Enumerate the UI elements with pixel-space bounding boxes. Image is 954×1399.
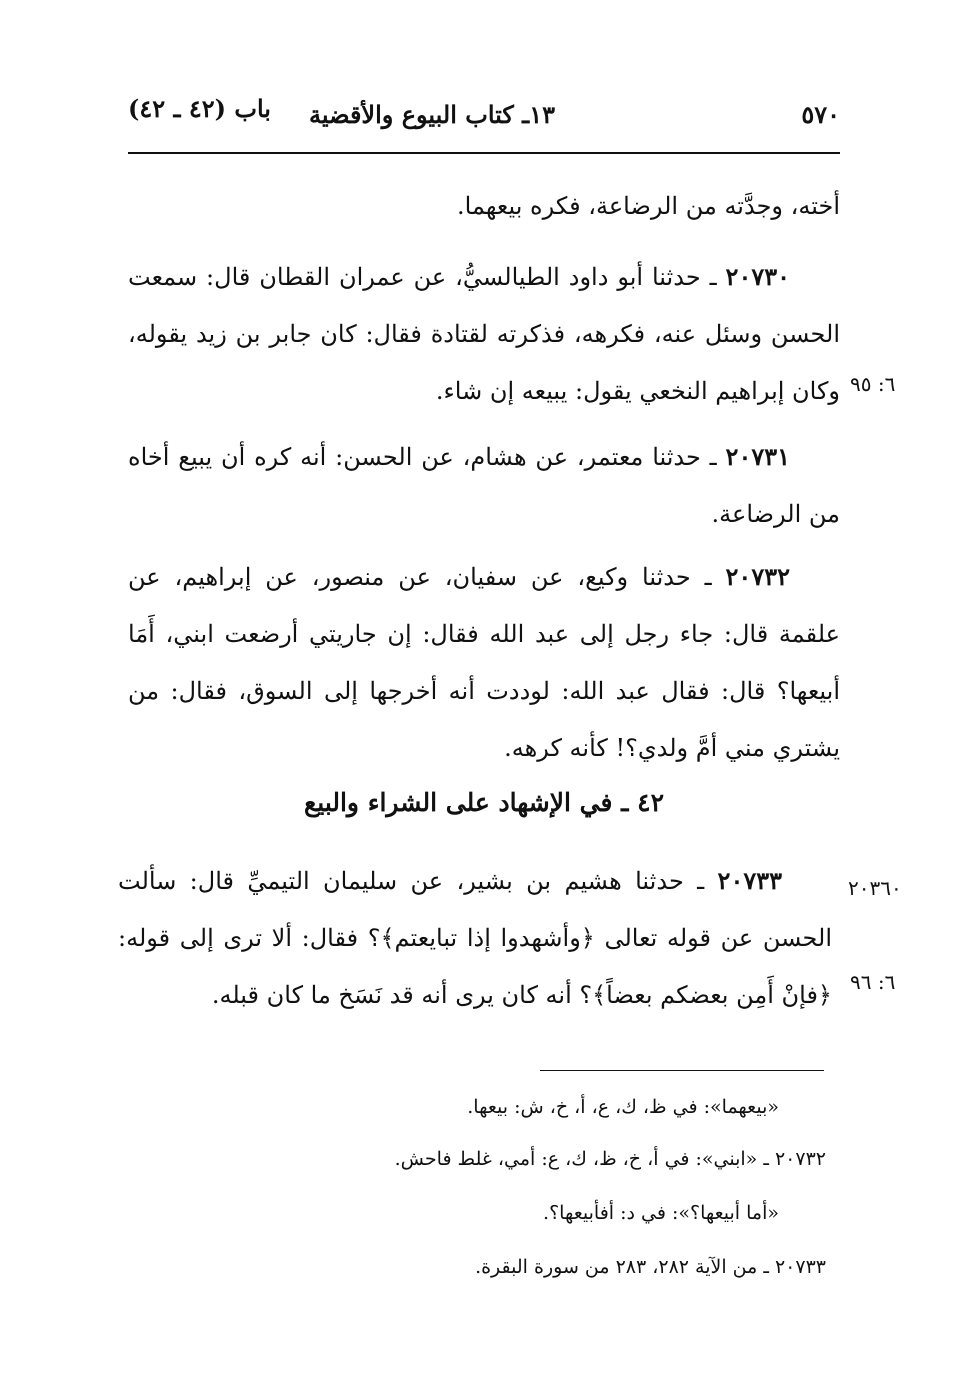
hadith-20733: [118, 852, 832, 1024]
hadith-text: ـ حدثنا وكيع، عن سفيان، عن منصور، عن إبراهيم، عن علقمة قال: جاء رجل إلى عبد الله فقال: إن جاريتي أرضعت ابني، أَمَا أبيعها؟ قال: فقال عبد الله: لوددت أنه أخرجها إلى السوق، فقال: من يشتري مني أمَّ ولدي؟! كأنه كرهه.: [128, 563, 840, 762]
footnote: ٢٠٧٣٣ ـ من الآية ٢٨٢، ٢٨٣ من سورة البقرة.: [475, 1256, 826, 1278]
paragraph-continuation: [128, 178, 840, 235]
header-rule: [128, 152, 840, 154]
hadith-20730: [128, 248, 840, 420]
chapter-reference: باب (٤٢ ـ ٤٢): [128, 94, 271, 123]
footnote: «أما أبيعها؟»: في د: أفأبيعها؟.: [543, 1202, 779, 1224]
hadith-text: ـ حدثنا أبو داود الطيالسيُّ، عن عمران القطان قال: سمعت الحسن وسئل عنه، فكرهه، فذكرته لقتادة فقال: كان جابر بن زيد يقوله، وكان إبراهيم النخعي يقول: يبيعه إن شاء.: [128, 263, 841, 405]
page-header: [128, 92, 840, 136]
margin-reference: ٢٠٣٦٠: [848, 876, 902, 900]
paragraph-text: أخته، وجدَّته من الرضاعة، فكره بيعهما.: [457, 192, 840, 220]
section-heading: ٤٢ ـ في الإشهاد على الشراء والبيع: [303, 788, 665, 817]
hadith-20731: [128, 428, 840, 543]
hadith-number: ٢٠٧٣٣: [717, 866, 782, 895]
hadith-text: ـ حدثنا معتمر، عن هشام، عن الحسن: أنه كره أن يبيع أخاه من الرضاعة.: [128, 443, 840, 528]
hadith-number: ٢٠٧٣٠: [725, 262, 790, 291]
hadith-number: ٢٠٧٣١: [725, 442, 790, 471]
page-number: ٥٧٠: [801, 100, 840, 129]
footnote: ٢٠٧٣٢ ـ «ابني»: في أ، خ، ظ، ك، ع: أمي، غلط فاحش.: [394, 1148, 826, 1170]
hadith-text: ـ حدثنا هشيم بن بشير، عن سليمان التيميِّ قال: سألت الحسن عن قوله تعالى ﴿وأشهدوا إذا تبايعتم﴾؟ فقال: ألا ترى إلى قوله: ﴿فإنْ أَمِن بعضكم بعضاً﴾؟ أنه كان يرى أنه قد نَسَخ ما كان قبله.: [118, 867, 832, 1009]
book-title: ١٣ـ كتاب البيوع والأقضية: [309, 100, 555, 129]
hadith-20732: [128, 548, 840, 777]
margin-reference: ٦: ٩٦: [850, 970, 896, 994]
margin-reference: ٦: ٩٥: [850, 372, 896, 396]
footnote: «بيعهما»: في ظ، ك، ع، أ، خ، ش: بيعها.: [467, 1096, 779, 1118]
hadith-number: ٢٠٧٣٢: [725, 562, 790, 591]
footnote-rule: [540, 1070, 824, 1071]
